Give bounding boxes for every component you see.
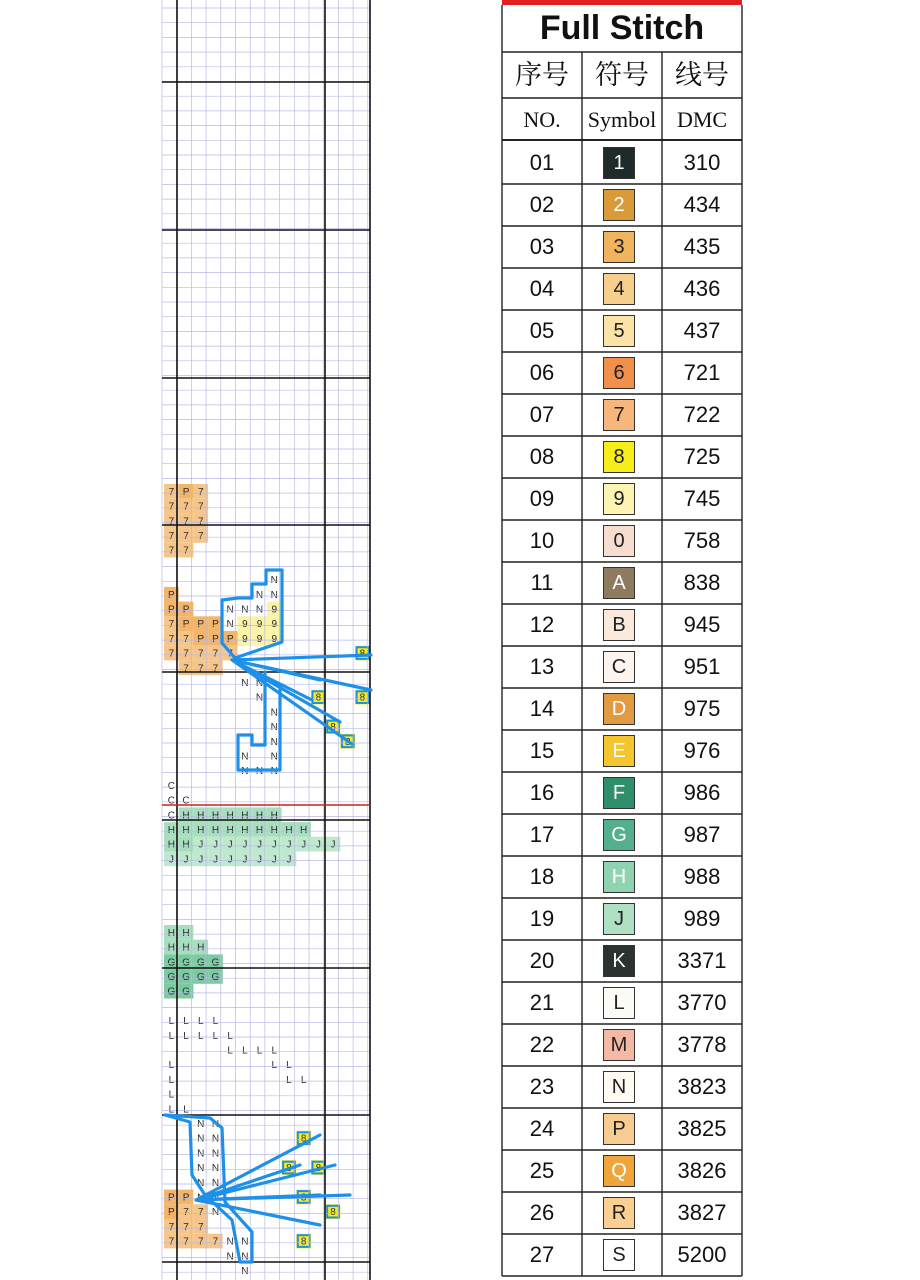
stitch-symbol: J [227,839,233,851]
stitch-symbol: N [197,1133,205,1145]
legend-symbol-swatch: 4 [603,273,635,305]
stitch-symbol: H [197,942,205,954]
stitch-symbol: P [168,1207,175,1219]
legend-title: Full Stitch [539,9,705,47]
stitch-symbol: 7 [168,501,175,513]
stitch-symbol: G [167,957,176,969]
stitch-symbol: L [256,1045,263,1057]
legend-dmc-code: 310 [683,150,721,175]
stitch-symbol: H [182,927,190,939]
legend-grid-lines [501,0,743,1280]
stitch-symbol: P [168,604,175,616]
stitch-symbol: J [242,839,248,851]
stitch-symbol: L [300,1074,307,1086]
stitch-symbol: N [241,1236,249,1248]
legend-dmc-code: 725 [683,444,721,469]
legend-dmc-code: 951 [683,654,721,679]
stitch-symbol: G [196,957,205,969]
stitch-symbol: N [226,619,234,631]
stitch-symbol: N [197,1163,205,1175]
legend-dmc-code: 3827 [677,1200,727,1225]
stitch-symbol: 7 [168,1236,175,1248]
stitch-symbol: J [257,854,263,866]
legend-dmc-code: 758 [683,528,721,553]
legend-dmc-code: 987 [683,822,721,847]
legend-dmc-code: 3778 [677,1032,727,1057]
legend-number: 12 [529,612,555,637]
legend-number: 17 [529,822,555,847]
stitch-symbol: N [211,1163,220,1175]
stitch-symbol: H [182,810,190,822]
legend-dmc-code: 989 [683,906,721,931]
stitch-symbol: L [197,1030,204,1042]
stitch-symbol: N [211,1133,220,1145]
stitch-symbol: N [211,1148,220,1160]
stitch-symbol: 8 [300,1236,307,1248]
stitch-symbol: H [167,824,175,836]
legend-symbol-swatch: B [603,609,635,641]
legend-dmc-code: 986 [683,780,721,805]
stitch-symbol: G [211,957,220,969]
stitch-symbol: N [211,1207,220,1219]
legend-header-cn-0: 序号 [515,60,569,90]
stitch-symbol: L [183,1104,189,1116]
stitch-symbol: N [197,1118,205,1130]
stitch-symbol: C [167,810,175,822]
stitch-symbol: N [241,1265,249,1277]
stitch-symbol: J [242,854,248,866]
stitch-symbol: P [212,633,219,645]
stitch-symbol: N [255,692,264,704]
stitch-symbol: 9 [271,604,278,616]
legend-dmc-code: 721 [683,360,721,385]
stitch-symbol: N [270,722,278,734]
legend-dmc-code: 838 [683,570,721,595]
stitch-symbol: N [241,604,249,616]
legend-dmc-code: 5200 [677,1242,727,1267]
stitch-symbol: H [226,824,234,836]
legend-dmc-code: 3825 [677,1116,727,1141]
stitch-symbol: 7 [168,648,175,660]
legend-symbol-swatch: L [603,987,635,1019]
legend-symbol-swatch: 2 [603,189,635,221]
stitch-symbol: H [197,810,205,822]
stitch-symbol: 7 [183,516,189,528]
stitch-symbol: H [211,824,220,836]
stitch-symbol: H [167,839,175,851]
stitch-symbol: J [315,839,321,851]
stitch-symbol: 7 [183,1236,189,1248]
stitch-symbol: G [167,971,176,983]
stitch-symbol: 7 [183,501,189,513]
stitch-symbol: N [197,1177,205,1189]
stitch-symbol: N [226,604,234,616]
stitch-symbol: H [255,810,264,822]
stitch-symbol: N [211,1192,220,1204]
legend-number: 14 [529,696,555,721]
legend-header-en-2: DMC [676,107,728,132]
legend-dmc-code: 988 [683,864,721,889]
stitch-symbol: N [241,677,249,689]
stitch-symbol: 7 [183,1207,189,1219]
legend-header-en-1: Symbol [587,107,657,132]
legend-symbol-swatch: N [603,1071,635,1103]
legend-number: 24 [529,1116,555,1141]
legend-number: 25 [529,1158,555,1183]
stitch-symbol: N [270,736,278,748]
stitch-symbol: N [270,766,278,778]
stitch-symbol: N [241,766,249,778]
stitch-symbol: P [182,619,190,631]
stitch-symbol: J [227,854,233,866]
stitch-symbol: 7 [197,1221,204,1233]
stitch-symbol: 8 [315,692,322,704]
stitch-symbol: H [197,824,205,836]
legend-dmc-code: 945 [683,612,721,637]
stitch-symbol: 9 [271,633,278,645]
stitch-symbol: 7 [183,1221,189,1233]
legend-number: 18 [529,864,555,889]
legend-number: 09 [529,486,555,511]
stitch-symbol: L [197,1016,204,1028]
stitch-symbol: G [182,971,190,983]
stitch-symbol: 8 [359,692,366,704]
stitch-symbol: L [227,1030,233,1042]
legend-symbol-swatch: M [603,1029,635,1061]
stitch-symbol: H [255,824,264,836]
legend-dmc-code: 437 [683,318,721,343]
stitch-symbol: J [330,839,336,851]
stitch-symbol: N [241,1251,249,1263]
stitch-symbol: J [286,854,292,866]
stitch-symbol: 7 [168,530,175,542]
legend-header-cn-2: 线号 [675,60,729,90]
legend-symbol-swatch: S [603,1239,635,1271]
stitch-symbol: H [241,810,249,822]
stitch-symbol: 7 [212,1236,219,1248]
legend-dmc-code: 436 [683,276,721,301]
legend-header-cn-1: 符号 [595,60,649,90]
stitch-symbol: P [168,1192,175,1204]
stitch-symbol: N [197,1148,205,1160]
legend-symbol-swatch: C [603,651,635,683]
stitch-symbol: J [271,839,277,851]
stitch-symbol: N [255,604,264,616]
stitch-symbol: N [211,1177,220,1189]
stitch-symbol: H [270,824,278,836]
stitch-symbol: 7 [183,530,189,542]
stitch-symbol: 7 [168,516,175,528]
stitch-symbol: 7 [168,545,175,557]
stitch-symbol: N [197,1192,205,1204]
legend-symbol-swatch: 5 [603,315,635,347]
stitch-symbol: 7 [168,486,175,498]
stitch-symbol: J [198,839,204,851]
stitch-symbol: L [183,1030,189,1042]
stitch-symbol: N [270,707,278,719]
stitch-symbol: 9 [271,619,278,631]
stitch-symbol: 7 [212,648,219,660]
legend-symbol-swatch: F [603,777,635,809]
legend-number: 23 [529,1074,555,1099]
stitch-symbol: C [167,795,175,807]
legend-number: 07 [529,402,555,427]
legend-number: 02 [529,192,555,217]
stitch-symbol: G [211,971,220,983]
legend-dmc-code: 3823 [677,1074,727,1099]
legend-number: 27 [529,1242,555,1267]
stitch-symbol: 7 [168,1221,175,1233]
stitch-symbol: P [182,1192,190,1204]
stitch-symbol: L [168,1089,175,1101]
stitch-symbol: P [212,619,219,631]
legend-symbol-swatch: J [603,903,635,935]
legend-number: 06 [529,360,555,385]
stitch-symbol: J [212,839,218,851]
stitch-symbol: 7 [197,1207,204,1219]
stitch-symbol: 8 [344,736,351,748]
stitch-symbol: 7 [183,663,189,675]
legend-number: 13 [529,654,555,679]
legend-number: 08 [529,444,555,469]
legend-number: 03 [529,234,555,259]
stitch-symbol: H [285,824,293,836]
stitch-symbol: L [183,1016,189,1028]
legend-symbol-swatch: D [603,693,635,725]
stitch-symbol: 7 [227,648,233,660]
legend-number: 21 [529,990,555,1015]
legend-symbol-swatch: G [603,819,635,851]
stitch-symbol: N [226,1251,234,1263]
legend-symbol-swatch: 9 [603,483,635,515]
legend-symbol-swatch: K [603,945,635,977]
stitch-symbol: C [182,795,190,807]
stitch-symbol: L [227,1045,233,1057]
stitch-symbol: H [182,839,190,851]
stitch-symbol: G [196,971,205,983]
legend-number: 11 [530,570,554,595]
stitch-symbol: N [255,766,264,778]
stitch-symbol: L [242,1045,248,1057]
legend-dmc-code: 435 [683,234,721,259]
legend-number: 26 [529,1200,555,1225]
stitch-symbol: 7 [197,516,204,528]
legend-symbol-swatch: 1 [603,147,635,179]
stitch-symbol: L [168,1030,175,1042]
stitch-symbol: H [167,927,175,939]
legend-number: 05 [529,318,555,343]
stitch-symbol: C [167,780,175,792]
stitch-symbol: J [301,839,307,851]
stitch-symbol: H [270,810,278,822]
stitch-symbol: N [226,1236,234,1248]
stitch-symbol: L [168,1104,175,1116]
stitch-symbol: P [197,619,205,631]
stitch-symbol: 9 [256,619,263,631]
legend-symbol-swatch: 3 [603,231,635,263]
stitch-symbol: 7 [197,648,204,660]
legend-dmc-code: 722 [683,402,721,427]
stitch-symbol: N [241,751,249,763]
stitch-symbol: L [212,1030,219,1042]
stitch-symbol: L [271,1045,278,1057]
stitch-symbol: N [270,575,278,587]
legend-symbol-swatch: H [603,861,635,893]
legend-number: 01 [529,150,555,175]
stitch-symbol: J [183,854,189,866]
stitch-symbol: N [255,589,264,601]
stitch-symbol: 7 [197,530,204,542]
stitch-symbol: G [182,957,190,969]
stitch-symbol: L [286,1060,292,1072]
legend-dmc-code: 975 [683,696,721,721]
stitch-symbol: J [198,854,204,866]
legend-dmc-code: 3770 [677,990,727,1015]
full-stitch-legend [502,0,742,1278]
stitch-symbol: J [271,854,277,866]
stitch-symbol: P [182,486,190,498]
stitch-symbol: J [212,854,218,866]
stitch-symbol: N [270,589,278,601]
stitch-symbol: 8 [330,1207,336,1219]
legend-number: 20 [529,948,555,973]
stitch-symbol: G [167,986,176,998]
legend-number: 10 [529,528,555,553]
stitch-symbol: 7 [168,633,175,645]
stitch-symbol: H [182,824,190,836]
legend-number: 15 [529,738,555,763]
stitch-symbol: 8 [330,722,336,734]
legend-symbol-swatch: Q [603,1155,635,1187]
stitch-symbol: 9 [256,633,263,645]
legend-symbol-swatch: 0 [603,525,635,557]
legend-symbol-swatch: P [603,1113,635,1145]
stitch-symbol: 7 [183,648,189,660]
stitch-symbol: P [168,589,175,601]
stitch-symbol: H [211,810,220,822]
stitch-symbol: H [226,810,234,822]
stitch-symbol: L [168,1074,175,1086]
stitch-symbol: H [241,824,249,836]
legend-symbol-swatch: A [603,567,635,599]
stitch-symbol: 7 [197,501,204,513]
stitch-symbol: 7 [197,486,204,498]
stitch-symbol: 7 [168,619,175,631]
stitch-symbol: 7 [197,663,204,675]
stitch-symbol: 7 [183,545,189,557]
stitch-symbol: H [167,942,175,954]
stitch-symbol: 8 [300,1133,307,1145]
stitch-symbol: P [226,633,234,645]
stitch-symbol: P [182,604,190,616]
legend-header-en-0: NO. [523,107,561,132]
stitch-symbol: L [271,1060,278,1072]
legend-dmc-code: 976 [683,738,721,763]
stitch-symbol: 7 [197,1236,204,1248]
legend-number: 16 [529,780,555,805]
legend-dmc-code: 434 [683,192,721,217]
stitch-symbol: 9 [242,633,248,645]
stitch-symbol: L [168,1016,175,1028]
legend-number: 19 [529,906,555,931]
legend-symbol-swatch: R [603,1197,635,1229]
legend-number: 22 [529,1032,555,1057]
legend-dmc-code: 3371 [677,948,727,973]
stitch-symbol: N [211,1118,220,1130]
stitch-symbol: J [168,854,174,866]
legend-symbol-swatch: E [603,735,635,767]
legend-dmc-code: 3826 [677,1158,727,1183]
stitch-symbol: J [286,839,292,851]
stitch-symbol: P [197,633,205,645]
legend-number: 04 [529,276,555,301]
stitch-symbol: 8 [359,648,366,660]
stitch-symbol: J [257,839,263,851]
stitch-symbol: 7 [183,633,189,645]
stitch-symbol: N [270,751,278,763]
stitch-symbol: N [255,677,264,689]
stitch-symbol: H [182,942,190,954]
legend-symbol-swatch: 6 [603,357,635,389]
legend-symbol-swatch: 7 [603,399,635,431]
stitch-symbol: 7 [212,663,219,675]
stitch-symbol: 9 [242,619,248,631]
stitch-symbol: L [286,1074,292,1086]
stitch-symbol: 8 [300,1192,307,1204]
stitch-symbol: 8 [286,1163,292,1175]
legend-symbol-swatch: 8 [603,441,635,473]
stitch-symbol: H [300,824,308,836]
legend-dmc-code: 745 [683,486,721,511]
stitch-symbol: L [168,1060,175,1072]
stitch-symbol: G [182,986,190,998]
stitch-symbol: 8 [315,1163,322,1175]
stitch-symbol: L [212,1016,219,1028]
